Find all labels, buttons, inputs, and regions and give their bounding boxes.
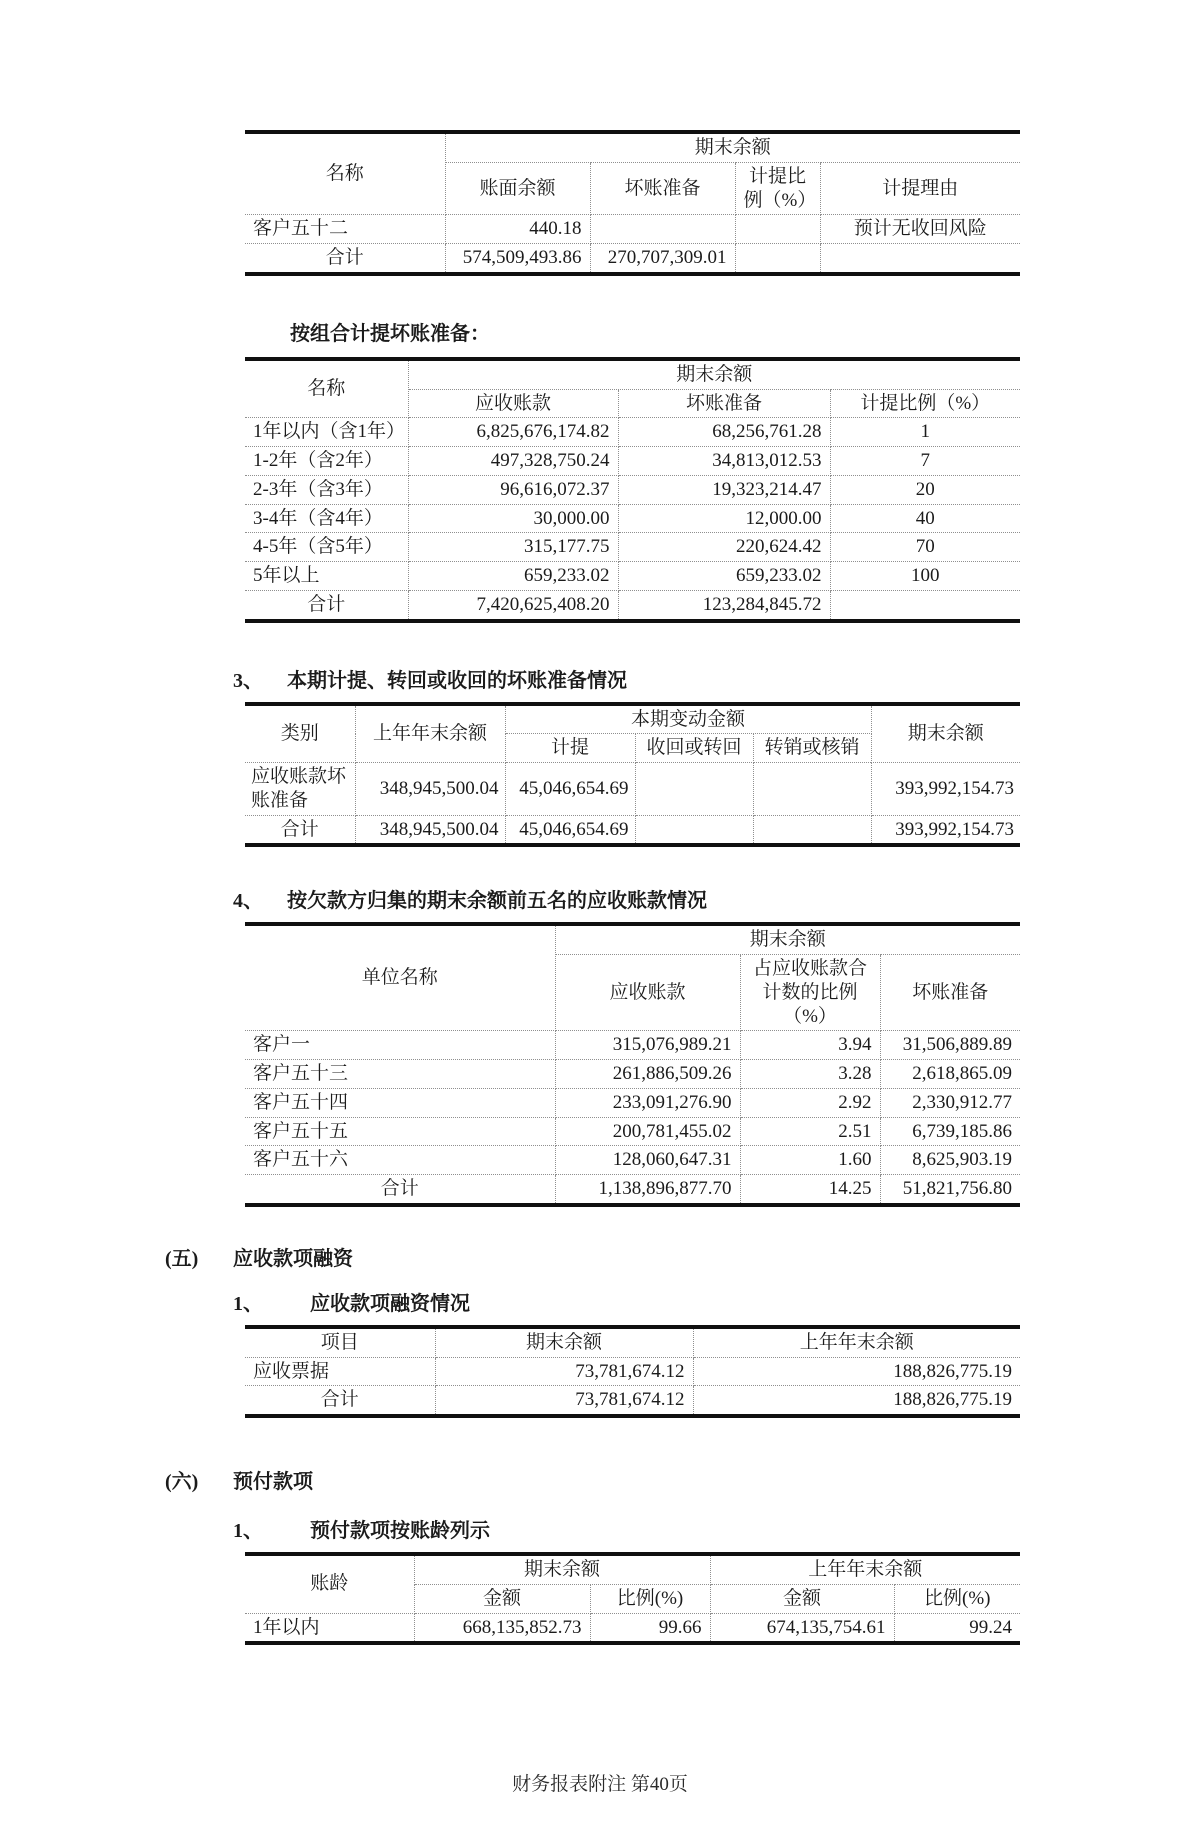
section-number: 4、 bbox=[233, 890, 263, 913]
table-cell bbox=[753, 763, 871, 816]
table-cell: 31,506,889.89 bbox=[880, 1031, 1020, 1060]
table-cell: 659,233.02 bbox=[618, 562, 830, 591]
table-row bbox=[245, 1117, 1020, 1146]
table-header-row bbox=[245, 359, 1020, 389]
column-header: 单位名称 bbox=[245, 924, 555, 1031]
table-cell: 45,046,654.69 bbox=[505, 815, 635, 845]
table-cell bbox=[635, 815, 753, 845]
provision-change-table bbox=[245, 702, 1020, 848]
table-header-row bbox=[245, 924, 1020, 954]
table-row bbox=[245, 1060, 1020, 1089]
column-header: 期末余额 bbox=[435, 1327, 693, 1357]
table-cell: 1,138,896,877.70 bbox=[555, 1175, 740, 1205]
column-header: 计提 bbox=[505, 734, 635, 763]
table-header-row bbox=[245, 1554, 1020, 1584]
table-cell: 45,046,654.69 bbox=[505, 763, 635, 816]
financial-notes-page bbox=[0, 130, 1200, 1827]
table-cell: 客户五十二 bbox=[245, 215, 445, 244]
receivables-financing-table bbox=[245, 1325, 1020, 1418]
section-6-heading bbox=[165, 1470, 1200, 1495]
total-row bbox=[245, 244, 1020, 274]
table-cell: 70 bbox=[830, 533, 1020, 562]
table-row bbox=[245, 1031, 1020, 1060]
table-cell: 270,707,309.01 bbox=[590, 244, 735, 274]
table-cell: 220,624.42 bbox=[618, 533, 830, 562]
column-header: 计提理由 bbox=[820, 162, 1020, 215]
table-cell: 应收账款坏账准备 bbox=[245, 763, 355, 816]
section-4-heading bbox=[233, 889, 1200, 914]
section-number: (五) bbox=[165, 1247, 199, 1270]
table-cell: 8,625,903.19 bbox=[880, 1146, 1020, 1175]
table-cell: 68,256,761.28 bbox=[618, 418, 830, 447]
table-cell: 客户五十五 bbox=[245, 1117, 555, 1146]
column-header: 计提比例（%） bbox=[830, 389, 1020, 418]
table-cell: 659,233.02 bbox=[408, 562, 618, 591]
table-cell bbox=[830, 590, 1020, 620]
table-cell: 2-3年（含3年） bbox=[245, 475, 408, 504]
table-cell: 6,739,185.86 bbox=[880, 1117, 1020, 1146]
column-header: 占应收账款合计数的比例（%） bbox=[740, 955, 880, 1031]
column-header: 收回或转回 bbox=[635, 734, 753, 763]
column-header: 金额 bbox=[710, 1584, 894, 1613]
table-header-row bbox=[245, 704, 1020, 734]
column-header: 账龄 bbox=[245, 1554, 414, 1613]
table-cell: 客户一 bbox=[245, 1031, 555, 1060]
section-number: 1、 bbox=[233, 1520, 263, 1542]
table-cell: 2.51 bbox=[740, 1117, 880, 1146]
table-cell: 34,813,012.53 bbox=[618, 447, 830, 476]
table-cell bbox=[590, 215, 735, 244]
column-header: 期末余额 bbox=[414, 1554, 710, 1584]
top-five-receivables-table bbox=[245, 922, 1020, 1207]
table-cell: 应收票据 bbox=[245, 1357, 435, 1386]
table-cell: 14.25 bbox=[740, 1175, 880, 1205]
column-header: 坏账准备 bbox=[590, 162, 735, 215]
section-5-1-heading bbox=[233, 1292, 1200, 1317]
table-row bbox=[245, 763, 1020, 816]
table-row bbox=[245, 504, 1020, 533]
total-label-cell: 合计 bbox=[245, 1175, 555, 1205]
total-row bbox=[245, 590, 1020, 620]
table-cell: 40 bbox=[830, 504, 1020, 533]
table-cell: 1-2年（含2年） bbox=[245, 447, 408, 476]
column-header: 上年年末余额 bbox=[693, 1327, 1020, 1357]
table-cell: 客户五十六 bbox=[245, 1146, 555, 1175]
total-label-cell: 合计 bbox=[245, 244, 445, 274]
table-cell: 674,135,754.61 bbox=[710, 1613, 894, 1643]
table-row bbox=[245, 533, 1020, 562]
total-label-cell: 合计 bbox=[245, 590, 408, 620]
table-row bbox=[245, 1088, 1020, 1117]
table-cell: 440.18 bbox=[445, 215, 590, 244]
total-label-cell: 合计 bbox=[245, 1386, 435, 1416]
column-header: 上年年末余额 bbox=[355, 704, 505, 763]
column-header: 本期变动金额 bbox=[505, 704, 871, 734]
section-number: 1、 bbox=[233, 1292, 263, 1315]
table-cell bbox=[735, 244, 820, 274]
table-cell: 预计无收回风险 bbox=[820, 215, 1020, 244]
table-cell bbox=[820, 244, 1020, 274]
table-cell: 96,616,072.37 bbox=[408, 475, 618, 504]
table-row bbox=[245, 475, 1020, 504]
table-cell: 188,826,775.19 bbox=[693, 1357, 1020, 1386]
section-6-1-heading bbox=[233, 1519, 1200, 1544]
table-cell bbox=[635, 763, 753, 816]
table-row bbox=[245, 447, 1020, 476]
table-cell: 12,000.00 bbox=[618, 504, 830, 533]
column-header: 上年年末余额 bbox=[710, 1554, 1020, 1584]
table-cell: 99.24 bbox=[894, 1613, 1020, 1643]
table-cell: 123,284,845.72 bbox=[618, 590, 830, 620]
table-cell: 261,886,509.26 bbox=[555, 1060, 740, 1089]
column-header: 计提比例（%） bbox=[735, 162, 820, 215]
table-cell: 2,618,865.09 bbox=[880, 1060, 1020, 1089]
section-title: 应收款项融资情况 bbox=[310, 1292, 470, 1315]
section-number: (六) bbox=[165, 1471, 199, 1493]
column-header: 期末余额 bbox=[555, 924, 1020, 954]
column-header: 期末余额 bbox=[408, 359, 1020, 389]
column-header: 类别 bbox=[245, 704, 355, 763]
column-header: 应收账款 bbox=[555, 955, 740, 1031]
page-footer: 财务报表附注 第40页 bbox=[512, 1774, 688, 1796]
table-cell: 100 bbox=[830, 562, 1020, 591]
table-cell: 128,060,647.31 bbox=[555, 1146, 740, 1175]
table-cell: 7,420,625,408.20 bbox=[408, 590, 618, 620]
table-cell: 99.66 bbox=[590, 1613, 710, 1643]
table-row bbox=[245, 1357, 1020, 1386]
table-cell: 668,135,852.73 bbox=[414, 1613, 590, 1643]
table-cell: 393,992,154.73 bbox=[871, 763, 1020, 816]
column-header: 名称 bbox=[245, 132, 445, 215]
table-cell: 3-4年（含4年） bbox=[245, 504, 408, 533]
table-cell: 4-5年（含5年） bbox=[245, 533, 408, 562]
section-title: 应收款项融资 bbox=[233, 1247, 353, 1270]
table-cell: 5年以上 bbox=[245, 562, 408, 591]
table-row bbox=[245, 562, 1020, 591]
column-header: 金额 bbox=[414, 1584, 590, 1613]
table-header-row bbox=[245, 1327, 1020, 1357]
section-title: 本期计提、转回或收回的坏账准备情况 bbox=[287, 669, 627, 692]
section-title: 预付款项按账龄列示 bbox=[310, 1520, 490, 1542]
table-cell bbox=[753, 815, 871, 845]
table-cell: 1 bbox=[830, 418, 1020, 447]
section-title: 按欠款方归集的期末余额前五名的应收账款情况 bbox=[287, 890, 707, 913]
table-cell: 3.28 bbox=[740, 1060, 880, 1089]
table-cell: 3.94 bbox=[740, 1031, 880, 1060]
table-cell: 2,330,912.77 bbox=[880, 1088, 1020, 1117]
table-cell: 客户五十三 bbox=[245, 1060, 555, 1089]
section-5-heading bbox=[165, 1247, 1200, 1272]
total-row bbox=[245, 815, 1020, 845]
table-cell: 200,781,455.02 bbox=[555, 1117, 740, 1146]
group-provision-heading: 按组合计提坏账准备： bbox=[290, 322, 490, 345]
column-header: 期末余额 bbox=[445, 132, 1020, 162]
table-cell: 30,000.00 bbox=[408, 504, 618, 533]
column-header: 期末余额 bbox=[871, 704, 1020, 763]
prepayments-aging-table bbox=[245, 1552, 1020, 1645]
table-cell: 73,781,674.12 bbox=[435, 1386, 693, 1416]
table-cell: 188,826,775.19 bbox=[693, 1386, 1020, 1416]
table-cell: 客户五十四 bbox=[245, 1088, 555, 1117]
table-cell: 2.92 bbox=[740, 1088, 880, 1117]
table-cell: 73,781,674.12 bbox=[435, 1357, 693, 1386]
table-cell: 20 bbox=[830, 475, 1020, 504]
total-row bbox=[245, 1386, 1020, 1416]
column-header: 应收账款 bbox=[408, 389, 618, 418]
column-header: 项目 bbox=[245, 1327, 435, 1357]
table-cell: 1年以内（含1年） bbox=[245, 418, 408, 447]
column-header: 比例(%) bbox=[590, 1584, 710, 1613]
column-header: 名称 bbox=[245, 359, 408, 418]
column-header: 比例(%) bbox=[894, 1584, 1020, 1613]
table-cell: 315,076,989.21 bbox=[555, 1031, 740, 1060]
table-cell: 348,945,500.04 bbox=[355, 815, 505, 845]
total-row bbox=[245, 1175, 1020, 1205]
table-cell: 1年以内 bbox=[245, 1613, 414, 1643]
table-row bbox=[245, 1613, 1020, 1643]
table-cell: 393,992,154.73 bbox=[871, 815, 1020, 845]
table-header-row bbox=[245, 132, 1020, 162]
table-row bbox=[245, 1146, 1020, 1175]
table-cell: 7 bbox=[830, 447, 1020, 476]
total-label-cell: 合计 bbox=[245, 815, 355, 845]
group-provision-aging-table bbox=[245, 357, 1020, 623]
column-header: 坏账准备 bbox=[618, 389, 830, 418]
table-row bbox=[245, 418, 1020, 447]
table-cell: 574,509,493.86 bbox=[445, 244, 590, 274]
table-cell: 348,945,500.04 bbox=[355, 763, 505, 816]
table-cell: 497,328,750.24 bbox=[408, 447, 618, 476]
table-cell: 233,091,276.90 bbox=[555, 1088, 740, 1117]
table-cell bbox=[735, 215, 820, 244]
table-cell: 315,177.75 bbox=[408, 533, 618, 562]
table-row bbox=[245, 215, 1020, 244]
column-header: 坏账准备 bbox=[880, 955, 1020, 1031]
table-cell: 6,825,676,174.82 bbox=[408, 418, 618, 447]
section-3-heading bbox=[233, 669, 1200, 694]
column-header: 账面余额 bbox=[445, 162, 590, 215]
table-cell: 19,323,214.47 bbox=[618, 475, 830, 504]
individual-provision-table bbox=[245, 130, 1020, 276]
table-cell: 51,821,756.80 bbox=[880, 1175, 1020, 1205]
section-title: 预付款项 bbox=[233, 1471, 313, 1493]
table-cell: 1.60 bbox=[740, 1146, 880, 1175]
section-number: 3、 bbox=[233, 669, 263, 692]
column-header: 转销或核销 bbox=[753, 734, 871, 763]
